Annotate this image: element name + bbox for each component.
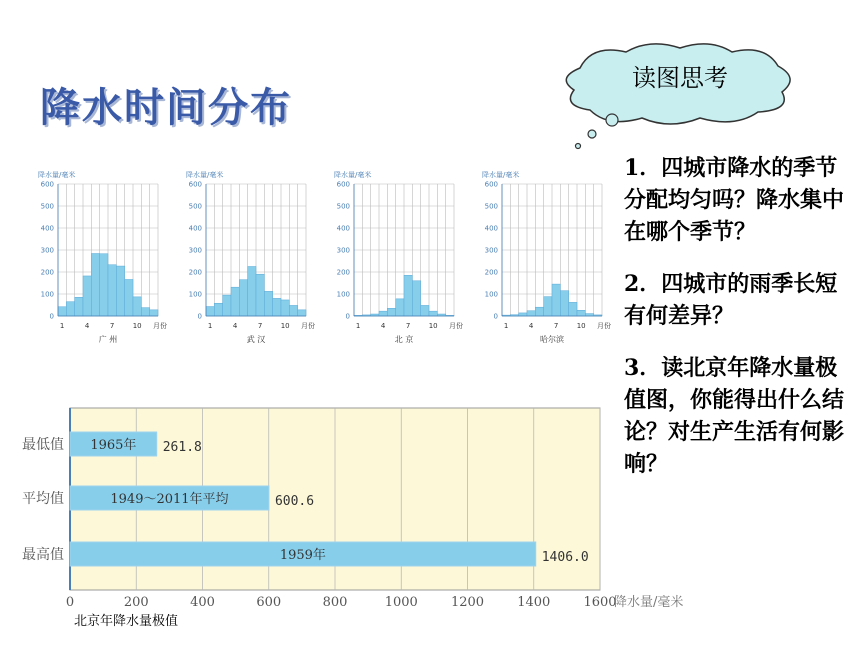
bar	[544, 297, 552, 316]
bar	[256, 274, 264, 316]
x-tick-label: 4	[84, 322, 90, 330]
y-tick-label: 500	[484, 202, 498, 211]
x-axis-title: 月份	[153, 322, 167, 330]
x-tick-label: 10	[132, 322, 142, 330]
category-label: 平均值	[22, 491, 64, 507]
bar	[206, 307, 214, 316]
x-tick-label: 600	[256, 595, 282, 610]
x-tick-label: 1	[503, 322, 509, 330]
bar	[535, 307, 543, 316]
x-axis-title: 月份	[301, 322, 315, 330]
bar	[379, 311, 387, 316]
category-label: 最高值	[22, 547, 64, 563]
y-axis-title: 降水量/毫米	[482, 171, 520, 179]
y-tick-label: 200	[188, 268, 202, 277]
bar	[125, 279, 133, 316]
y-axis-title: 降水量/毫米	[38, 171, 76, 179]
y-tick-label: 600	[336, 180, 350, 189]
x-tick-label: 10	[576, 322, 586, 330]
category-label: 最低值	[22, 437, 64, 453]
bar	[83, 276, 91, 316]
page-title: 降水时间分布	[40, 85, 292, 131]
question-3: 3．读北京年降水量极值图，你能得出什么结论？对生产生活有何影响？	[624, 355, 845, 477]
bar	[239, 280, 247, 316]
bar	[527, 311, 535, 316]
y-tick-label: 400	[336, 224, 350, 233]
question-2: 2．四城市的雨季长短有何差异？	[624, 271, 838, 329]
chart-wuhan	[180, 168, 330, 348]
x-tick-label: 1200	[450, 595, 485, 610]
y-tick-label: 0	[345, 312, 350, 321]
bar	[66, 302, 74, 316]
y-tick-label: 100	[40, 290, 54, 299]
bar	[404, 275, 412, 316]
bar	[273, 298, 281, 316]
y-tick-label: 300	[484, 246, 498, 255]
chart-title: 广 州	[98, 335, 118, 344]
bar	[577, 310, 585, 316]
bar	[429, 311, 437, 316]
chart-title: 哈尔滨	[540, 335, 564, 344]
x-tick-label: 7	[109, 322, 115, 330]
x-tick-label: 800	[322, 595, 348, 610]
y-axis-title: 降水量/毫米	[334, 171, 372, 179]
bar	[58, 307, 66, 316]
bar	[133, 297, 141, 316]
y-tick-label: 400	[40, 224, 54, 233]
x-tick-label: 4	[232, 322, 238, 330]
bubble-label: 读图思考	[632, 64, 728, 92]
x-tick-label: 7	[257, 322, 263, 330]
bar	[569, 302, 577, 316]
chart-beijing	[328, 168, 478, 348]
chart-harbin	[476, 168, 626, 348]
bar	[387, 308, 395, 316]
y-tick-label: 200	[336, 268, 350, 277]
bar	[289, 305, 297, 316]
x-tick-label: 1600	[583, 595, 617, 610]
x-tick-label: 7	[553, 322, 559, 330]
y-tick-label: 500	[40, 202, 54, 211]
y-tick-label: 200	[484, 268, 498, 277]
x-axis-title: 月份	[597, 322, 611, 330]
y-tick-label: 500	[336, 202, 350, 211]
bar	[150, 310, 158, 316]
x-tick-label: 0	[65, 595, 75, 610]
question-1: 1．四城市降水的季节分配均匀吗？降水集中在哪个季节？	[624, 155, 845, 245]
bar	[231, 287, 239, 316]
bar	[116, 266, 124, 316]
bar	[396, 299, 404, 316]
data-label: 261.8	[162, 440, 202, 455]
bar	[264, 291, 272, 316]
x-tick-label: 1400	[517, 595, 551, 610]
x-tick-label: 1	[355, 322, 361, 330]
chart-title: 武 汉	[246, 335, 266, 344]
x-tick-label: 10	[280, 322, 290, 330]
bar	[214, 303, 222, 316]
x-tick-label: 4	[528, 322, 534, 330]
data-label: 600.6	[274, 494, 315, 509]
bar	[560, 291, 568, 316]
x-axis-title: 月份	[449, 322, 463, 330]
bar	[552, 284, 560, 316]
y-tick-label: 600	[188, 180, 202, 189]
bar	[91, 254, 99, 316]
chart-beijing-extremes	[0, 396, 720, 631]
bar	[75, 297, 83, 316]
bar-inner-label: 1965年	[90, 438, 137, 453]
bar	[141, 308, 149, 316]
y-tick-label: 300	[336, 246, 350, 255]
data-label: 1406.0	[541, 550, 589, 565]
x-tick-label: 400	[190, 595, 215, 610]
y-tick-label: 0	[197, 312, 202, 321]
bar	[223, 295, 231, 316]
y-axis-title: 降水量/毫米	[186, 171, 224, 179]
y-tick-label: 400	[484, 224, 498, 233]
bar	[248, 267, 256, 317]
thought-dots	[568, 108, 628, 154]
x-tick-label: 4	[380, 322, 386, 330]
x-tick-label: 200	[123, 595, 149, 610]
bar	[298, 310, 306, 316]
x-tick-label: 1000	[384, 595, 418, 610]
y-tick-label: 300	[40, 246, 54, 255]
bar	[519, 313, 527, 316]
y-tick-label: 100	[336, 290, 350, 299]
y-tick-label: 600	[484, 180, 498, 189]
bar	[108, 265, 116, 316]
y-tick-label: 300	[188, 246, 202, 255]
bar	[421, 305, 429, 316]
y-tick-label: 600	[40, 180, 54, 189]
chart-guangzhou	[32, 168, 182, 348]
bar	[412, 281, 420, 316]
y-tick-label: 200	[40, 268, 54, 277]
y-tick-label: 0	[49, 312, 54, 321]
bar-inner-label: 1949～2011年平均	[110, 492, 229, 507]
y-tick-label: 400	[188, 224, 202, 233]
x-tick-label: 1	[59, 322, 65, 330]
x-axis-title: 降水量/毫米	[614, 595, 684, 610]
bar	[281, 300, 289, 316]
y-tick-label: 0	[493, 312, 498, 321]
y-tick-label: 500	[188, 202, 202, 211]
x-tick-label: 10	[428, 322, 438, 330]
y-tick-label: 100	[484, 290, 498, 299]
x-tick-label: 7	[405, 322, 411, 330]
bar	[100, 254, 108, 316]
bar-inner-label: 1959年	[279, 548, 326, 563]
extremes-caption: 北京年降水量极值	[74, 614, 179, 629]
y-tick-label: 100	[188, 290, 202, 299]
chart-title: 北 京	[394, 335, 414, 344]
x-tick-label: 1	[207, 322, 213, 330]
